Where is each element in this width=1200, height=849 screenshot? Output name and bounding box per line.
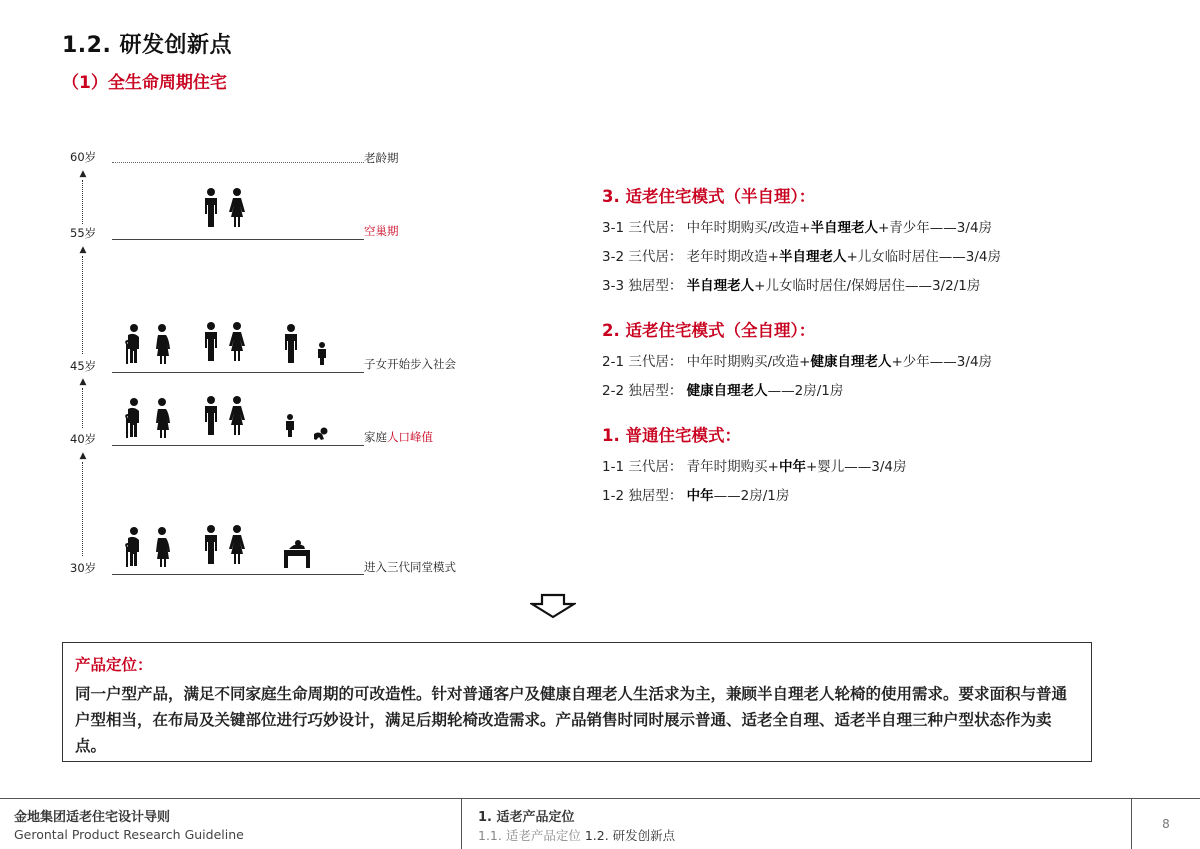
mode-item-post: +少年——3/4房 xyxy=(891,354,993,370)
mode-item xyxy=(602,348,1122,377)
mode-heading: 1. 普通住宅模式： xyxy=(602,426,741,445)
mode-item-bold: 健康自理老人 xyxy=(686,383,768,399)
page-title: 1.2. 研发创新点 xyxy=(62,33,232,58)
mode-item-bold: 健康自理老人 xyxy=(810,354,892,370)
page-number: 8 xyxy=(1162,817,1170,831)
mode-semi-self-care xyxy=(602,183,1122,301)
dotted-axis xyxy=(82,462,83,556)
adult-couple-icon xyxy=(200,523,260,573)
mode-item xyxy=(602,482,1122,511)
footer-breadcrumb xyxy=(478,826,1131,844)
mode-item-pre: 2-1 三代居： 中年时期购买/改造+ xyxy=(602,354,811,370)
mode-heading: 3. 适老住宅模式（半自理）： xyxy=(602,187,816,206)
child-baby-icon xyxy=(280,406,340,446)
mode-item-bold: 半自理老人 xyxy=(778,249,847,265)
adult-couple-icon xyxy=(200,320,260,370)
arrow-up-icon: ▲ xyxy=(79,451,87,461)
page-footer xyxy=(0,798,1200,849)
arrow-up-icon: ▲ xyxy=(79,377,87,387)
mode-item xyxy=(602,272,1122,301)
positioning-heading: 产品定位： xyxy=(75,656,153,674)
age-label: 40岁 xyxy=(70,432,97,446)
adult-couple-icon xyxy=(200,394,260,444)
age-label: 30岁 xyxy=(70,561,97,575)
stage-label: 老龄期 xyxy=(364,151,399,165)
mode-item xyxy=(602,243,1122,272)
mode-full-self-care xyxy=(602,317,1122,406)
residence-modes xyxy=(602,183,1122,525)
mode-heading: 2. 适老住宅模式（全自理）： xyxy=(602,321,816,340)
age-label: 60岁 xyxy=(70,150,97,164)
mode-item-bold: 中年 xyxy=(686,488,714,504)
people-icon xyxy=(200,188,260,238)
age-label: 55岁 xyxy=(70,226,97,240)
mode-item-post: ——2房/1房 xyxy=(767,383,844,399)
mode-item-pre: 1-1 三代居： 青年时期购买+ xyxy=(602,459,779,475)
elderly-couple-icon xyxy=(122,396,184,446)
arrow-up-icon: ▲ xyxy=(79,169,87,179)
stage-label xyxy=(364,429,433,445)
mode-item-bold: 半自理老人 xyxy=(810,220,878,236)
footer-section: 1. 适老产品定位 xyxy=(478,810,575,825)
positioning-body: 同一户型产品，满足不同家庭生命周期的可改造性。针对普通客户及健康自理老人生活求为主，兼顾半自理老人轮椅的使用需求。要求面积与普通户型相当，在布局及关键部位进行巧妙设计，满足后期轮椅改造需求。产品销售时同时展示普通、适老全自理、适老半自理三种户型状态作为卖点。 xyxy=(75,685,1068,755)
footer-doc-info xyxy=(0,799,462,849)
stage-label-a: 家庭 xyxy=(364,430,387,444)
dotted-axis xyxy=(82,180,83,224)
mode-item-pre: 1-2 独居型： xyxy=(602,488,687,504)
footer-section-info xyxy=(462,799,1132,849)
mode-item-post: +儿女临时居住——3/4房 xyxy=(846,249,1001,265)
mode-item-pre: 3-2 三代居： 老年时期改造+ xyxy=(602,249,779,265)
stage-label-b: 人口峰值 xyxy=(387,430,433,444)
dotted-axis xyxy=(82,256,83,354)
stage-line xyxy=(112,239,364,240)
stage-label: 子女开始步入社会 xyxy=(364,357,456,371)
mode-item xyxy=(602,377,1122,406)
section-subtitle: （1）全生命周期住宅 xyxy=(62,73,227,93)
mode-item-post: +青少年——3/4房 xyxy=(878,220,993,236)
down-arrow-icon xyxy=(530,593,576,619)
crib-icon xyxy=(280,534,320,574)
mode-item-pre: 2-2 独居型： xyxy=(602,383,687,399)
breadcrumb-prev: 1.1. 适老产品定位 xyxy=(478,828,581,843)
breadcrumb-current: 1.2. 研发创新点 xyxy=(584,828,676,843)
mode-normal xyxy=(602,422,1122,511)
mode-item-bold: 中年 xyxy=(778,459,806,475)
mode-item xyxy=(602,214,1122,243)
age-label: 45岁 xyxy=(70,359,97,373)
product-positioning-box xyxy=(62,642,1092,762)
footer-doc-title: 金地集团适老住宅设计导则 xyxy=(14,810,171,825)
stage-line xyxy=(112,162,364,163)
arrow-up-icon: ▲ xyxy=(79,245,87,255)
young-people-icon xyxy=(280,322,340,372)
mode-item-post: +婴儿——3/4房 xyxy=(805,459,907,475)
mode-item xyxy=(602,453,1122,482)
mode-item-post: ——2房/1房 xyxy=(713,488,790,504)
stage-label: 空巢期 xyxy=(364,224,399,238)
elderly-couple-icon xyxy=(122,525,184,575)
elderly-couple-icon xyxy=(122,322,184,372)
mode-item-pre: 3-3 独居型： xyxy=(602,278,687,294)
stage-label: 进入三代同堂模式 xyxy=(364,560,456,574)
footer-doc-title-en: Gerontal Product Research Guideline xyxy=(14,827,244,842)
dotted-axis xyxy=(82,388,83,428)
mode-item-bold: 半自理老人 xyxy=(686,278,755,294)
mode-item-pre: 3-1 三代居： 中年时期购买/改造+ xyxy=(602,220,811,236)
stage-line xyxy=(112,372,364,373)
mode-item-post: +儿女临时居住/保姆居住——3/2/1房 xyxy=(754,278,981,294)
